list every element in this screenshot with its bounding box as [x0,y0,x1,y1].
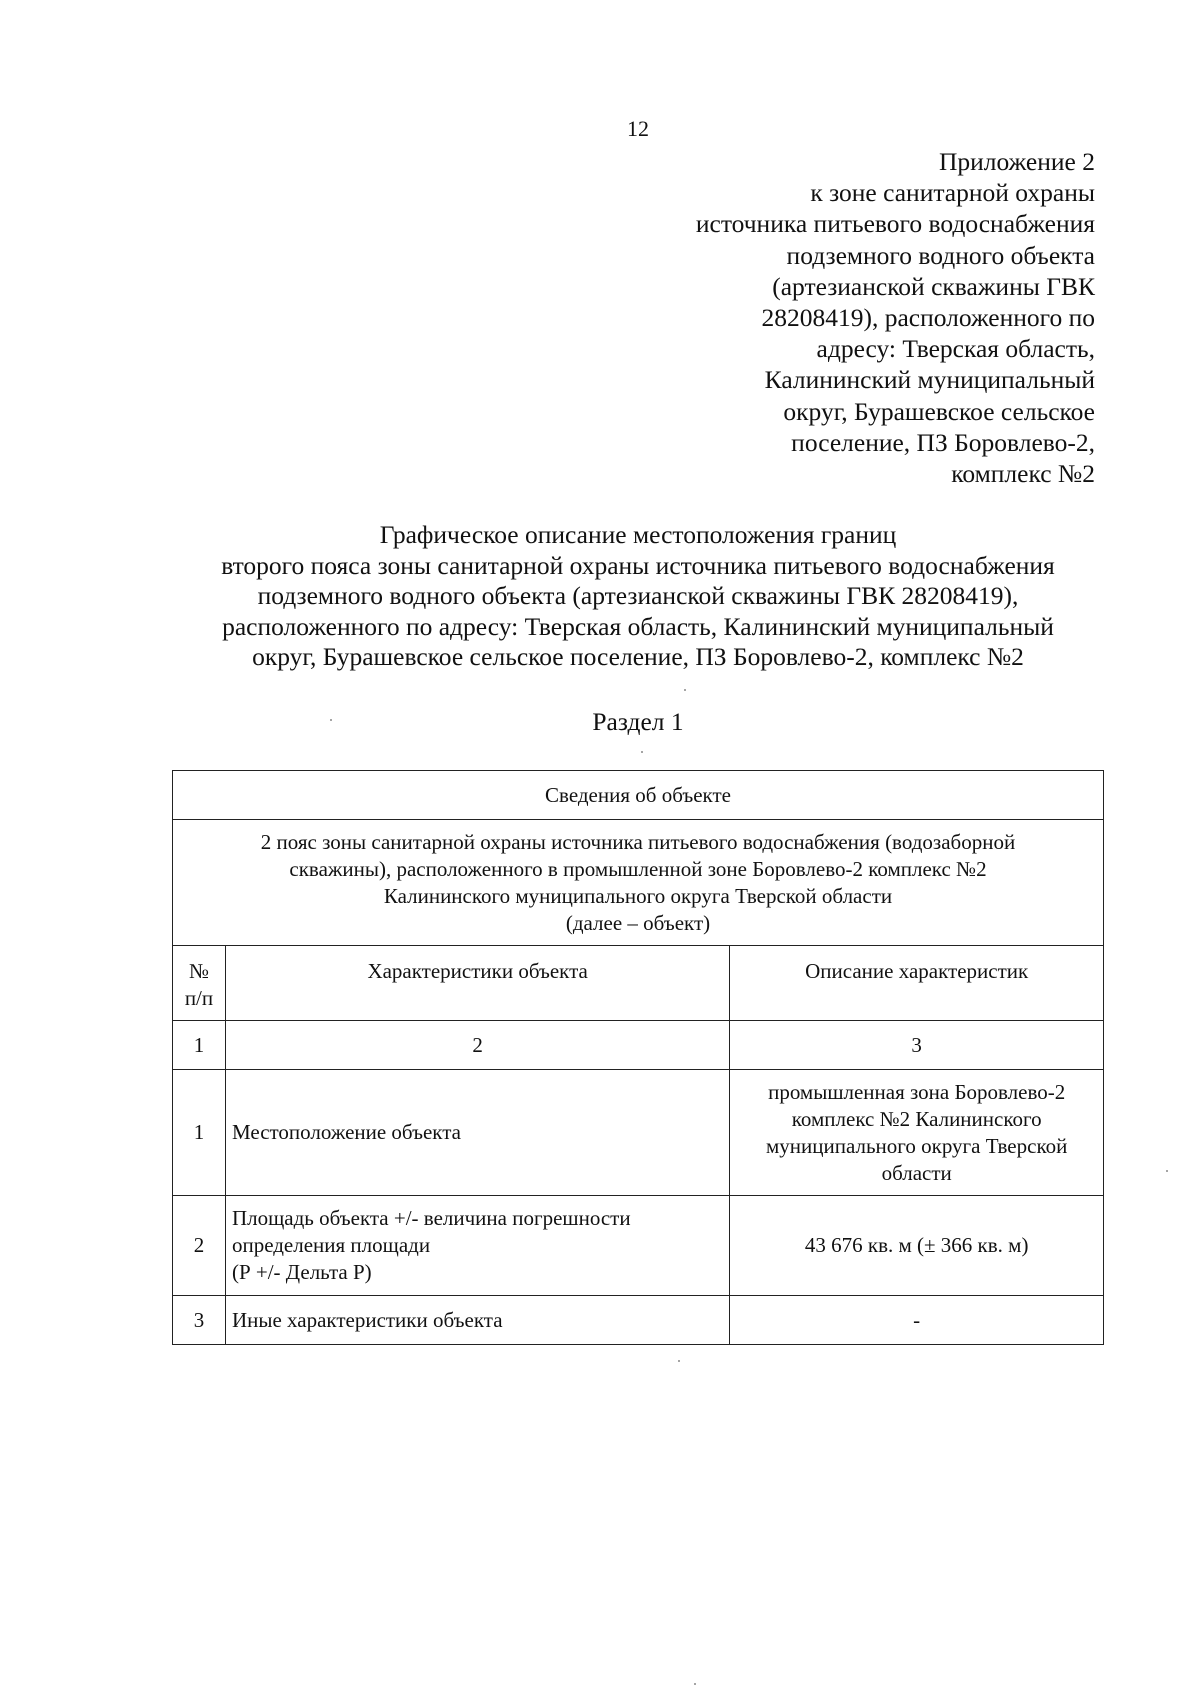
title-line: Графическое описание местоположения границ [379,520,897,549]
description-line: области [881,1160,952,1185]
row-number: 2 [173,1196,226,1296]
row-description: - [730,1296,1104,1345]
column-header-num [173,946,226,1021]
appendix-line: (артезианской скважины ГВК [772,271,1095,301]
table-header: Сведения об объекте [173,771,1104,820]
title-line: округ, Бурашевское сельское поселение, ПЗ Боровлево-2, комплекс №2 [252,642,1024,671]
scan-speck [684,689,686,691]
column-header-row [173,946,1104,1021]
title-line: расположенного по адресу: Тверская область, Калининский муниципальный [222,611,1054,641]
appendix-line: поселение, ПЗ Боровлево-2, [791,427,1095,457]
characteristic-line: Площадь объекта +/- величина погрешности [231,1206,631,1230]
row-characteristic: Иные характеристики объекта [225,1296,729,1345]
appendix-line: адресу: Тверская область, [816,334,1095,364]
title-line: подземного водного объекта (артезианской скважины ГВК 28208419), [257,581,1019,610]
description-line: комплекс №2 Калининского [791,1106,1042,1131]
object-line: 2 пояс зоны санитарной охраны источника питьевого водоснабжения (водозаборной [260,829,1016,854]
row-description: 43 676 кв. м (± 366 кв. м) [730,1196,1104,1296]
column-number: 2 [225,1021,729,1070]
appendix-line: подземного водного объекта [786,240,1095,270]
scan-speck [330,719,332,721]
object-line: (далее – объект) [565,910,711,935]
object-line: Калининского муниципального округа Тверской области [383,883,893,908]
column-number-row [173,1021,1104,1070]
object-description-row [173,820,1104,946]
column-header-characteristic: Характеристики объекта [225,946,729,1021]
appendix-heading [575,146,1095,489]
appendix-line: Калининский муниципальный [764,365,1095,395]
page-number: 12 [627,116,649,141]
title-line: второго пояса зоны санитарной охраны источника питьевого водоснабжения [221,550,1055,580]
appendix-line: Приложение 2 [939,147,1095,176]
description-line: муниципального округа Тверской [766,1133,1068,1158]
num-sign: № [188,959,209,983]
appendix-line: комплекс №2 [951,459,1095,489]
table-row [173,1196,1104,1296]
section-heading: Раздел 1 [592,707,684,736]
scan-speck [694,1683,696,1685]
column-number: 3 [730,1021,1104,1070]
appendix-line: округ, Бурашевское сельское [783,396,1095,426]
table-row [173,1296,1104,1345]
table-header-row [173,771,1104,820]
appendix-line: к зоне санитарной охраны [810,178,1095,208]
scan-speck [1166,1170,1168,1172]
num-abbr: п/п [184,986,214,1010]
row-number: 1 [173,1070,226,1196]
appendix-line: 28208419), расположенного по [761,303,1095,333]
row-characteristic: Местоположение объекта [225,1070,729,1196]
appendix-line: источника питьевого водоснабжения [695,209,1095,239]
row-characteristic [225,1196,729,1296]
object-description [173,820,1104,946]
characteristic-line: определения площади [231,1233,431,1257]
scan-speck [678,1360,680,1362]
object-line: скважины), расположенного в промышленной зоне Боровлево-2 комплекс №2 [289,856,987,881]
characteristic-line: (Р +/- Дельта Р) [231,1260,372,1284]
row-number: 3 [173,1296,226,1345]
column-number: 1 [173,1021,226,1070]
description-line: промышленная зона Боровлево-2 [768,1079,1066,1104]
scan-speck [641,751,643,753]
document-title [0,520,1200,673]
object-info-table [172,770,1104,1345]
table-row [173,1070,1104,1196]
column-header-description: Описание характеристик [730,946,1104,1021]
row-description [730,1070,1104,1196]
